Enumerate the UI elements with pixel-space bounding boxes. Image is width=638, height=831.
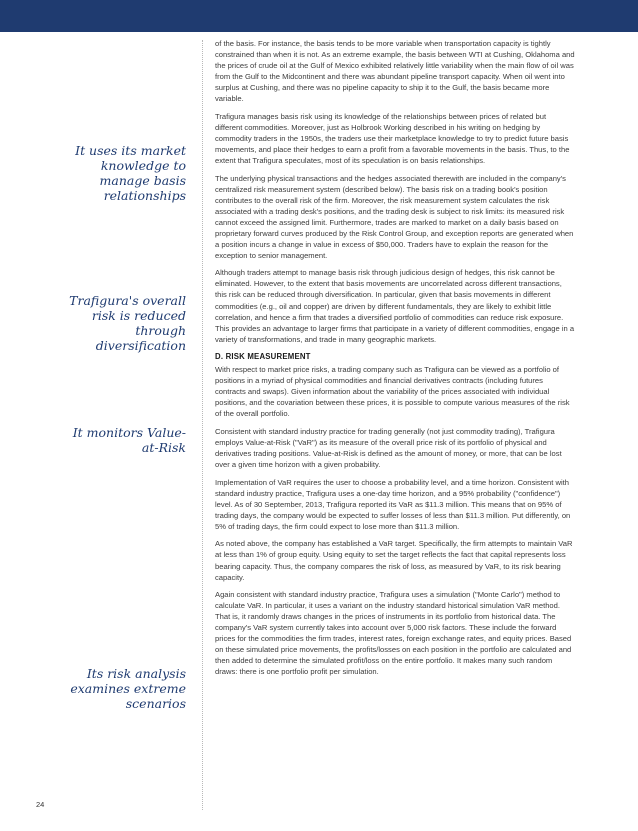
- header-bar: [0, 0, 638, 32]
- margin-note-value-at-risk: It monitors Value-at-Risk: [72, 425, 186, 455]
- margin-note-diversification: Trafigura's overall risk is reduced through diversification: [69, 293, 186, 353]
- margin-note-market-knowledge: It uses its market knowledge to manage basis relationships: [75, 143, 186, 203]
- paragraph-var-definition: Consistent with standard industry practice for trading generally (not just commodity trading), Trafigura employs Value-at-Risk ("VaR") as its measure of the overall price risk of its portfolio of physical and derivatives trading positions. Value-at-Risk is defined as the amount of money, or more, that can be lost over a given time horizon with a given probability.: [215, 427, 562, 470]
- paragraph-risk-measurement-system: The underlying physical transactions and the hedges associated therewith are included in the company's centralized risk measurement system (described below). The basis risk on a trading book's position contributes to the overall risk of the firm. Moreover, the risk measurement system calculates the risk associated with a trading desk's positions, and the trading desk is subject to risk limits: its measured risk cannot exceed the assigned limit. Furthermore, trades are marked to market on a daily basis based on proprietary forward curves produced by the Risk Control Group, and exception reports are generated when a position incurs a change in value in excess of $50,000. Traders have to explain the reason for the exception to senior management.: [215, 173, 574, 260]
- main-column: [215, 38, 575, 684]
- page-number: 24: [36, 800, 45, 809]
- paragraph-var-implementation: Implementation of VaR requires the user to choose a probability level, and a time horizon. Consistent with standard industry practice, Trafigura uses a one-day time horizon, and a 95% probability ("confidence") level. As of 30 September, 2013, Trafigura reported its VaR as $11.3 million. This means that on 95% of trading days, the company would be expected to suffer losses of less than $11.3 million. Put differently, on 5% of trading days, the firm could expect to lose more than $11.3 million.: [215, 477, 571, 531]
- column-divider: [202, 40, 203, 810]
- paragraph-monte-carlo: Again consistent with standard industry practice, Trafigura uses a simulation ("Monte Carlo") method to calculate VaR. In particular, it uses a variant on the industry standard historical simulation VaR method. That is, it randomly draws changes in the prices of instruments in its portfolio from historical data. The company's VaR system currently takes into account over 5,000 risk factors. These include the forward prices for the commodities the firm trades, interest rates, foreign exchange rates, and equity prices. Based on these simulated price movements, the profits/losses on each position in the portfolio are calculated and then added to determine the simulated profit/loss on the entire portfolio. It makes many such random draws: there is one portfolio profit per simulation.: [215, 590, 572, 677]
- section-heading: D. RISK MEASUREMENT: [215, 352, 311, 362]
- paragraph-var-target: As noted above, the company has established a VaR target. Specifically, the firm attempts to maintain VaR at less than 1% of group equity. Using equity to set the target reflects the fact that capital represents loss bearing capacity. Thus, the company compares the risk of loss, as measured by VaR, to its risk bearing capacity.: [215, 539, 573, 582]
- margin-note-extreme-scenarios: Its risk analysis examines extreme scenarios: [70, 666, 186, 711]
- paragraph-basis-variability: of the basis. For instance, the basis tends to be more variable when transportation capacity is tightly constrained than when it is not. As an extreme example, the basis between WTI at Cushing, Oklahoma and the prices of crude oil at the Gulf of Mexico exhibited relatively little variability when the main flow of oil was from the Gulf to the Midcontinent and there was abundant pipeline transport capacity. When oil went into surplus at Cushing, and there was no pipeline capacity to ship it to the Gulf, the basis became more variable.: [215, 39, 575, 104]
- paragraph-basis-risk-management: Trafigura manages basis risk using its knowledge of the relationships between prices of related but different commodities. Moreover, just as Holbrook Working described in his writing on hedging by commodity traders in the 1950s, the traders use their marketplace knowledge to try to predict future basis movements, and place their hedges to earn a profit from a favorable movements in the basis. Thus, to the extent that Trafigura speculates, most of its speculation is on basis relationships.: [215, 111, 570, 165]
- paragraph-portfolio-view: With respect to market price risks, a trading company such as Trafigura can be viewed as a portfolio of positions in a myriad of physical commodities and financial derivatives contracts (including futures contracts and swaps). Given information about the variability of the prices associated with individual positions, and the covariation between these prices, it is possible to compute various measures of the risk of the overall portfolio.: [215, 365, 570, 419]
- paragraph-diversification: Although traders attempt to manage basis risk through judicious design of hedges, this risk cannot be eliminated. However, to the extent that basis movements are uncorrelated across different transactions, this risk can be reduced through diversification. In particular, given that basis movements in different commodities (e.g., oil and copper) are driven by different fundamentals, they are likely to exhibit little correlation, and hence a firm that trades a diversified portfolio of commodities can reduce risk exposure. This provides an advantage to larger firms that participate in a variety of different commodities, engage in a variety of transformations, and trade in many geographic markets.: [215, 268, 575, 344]
